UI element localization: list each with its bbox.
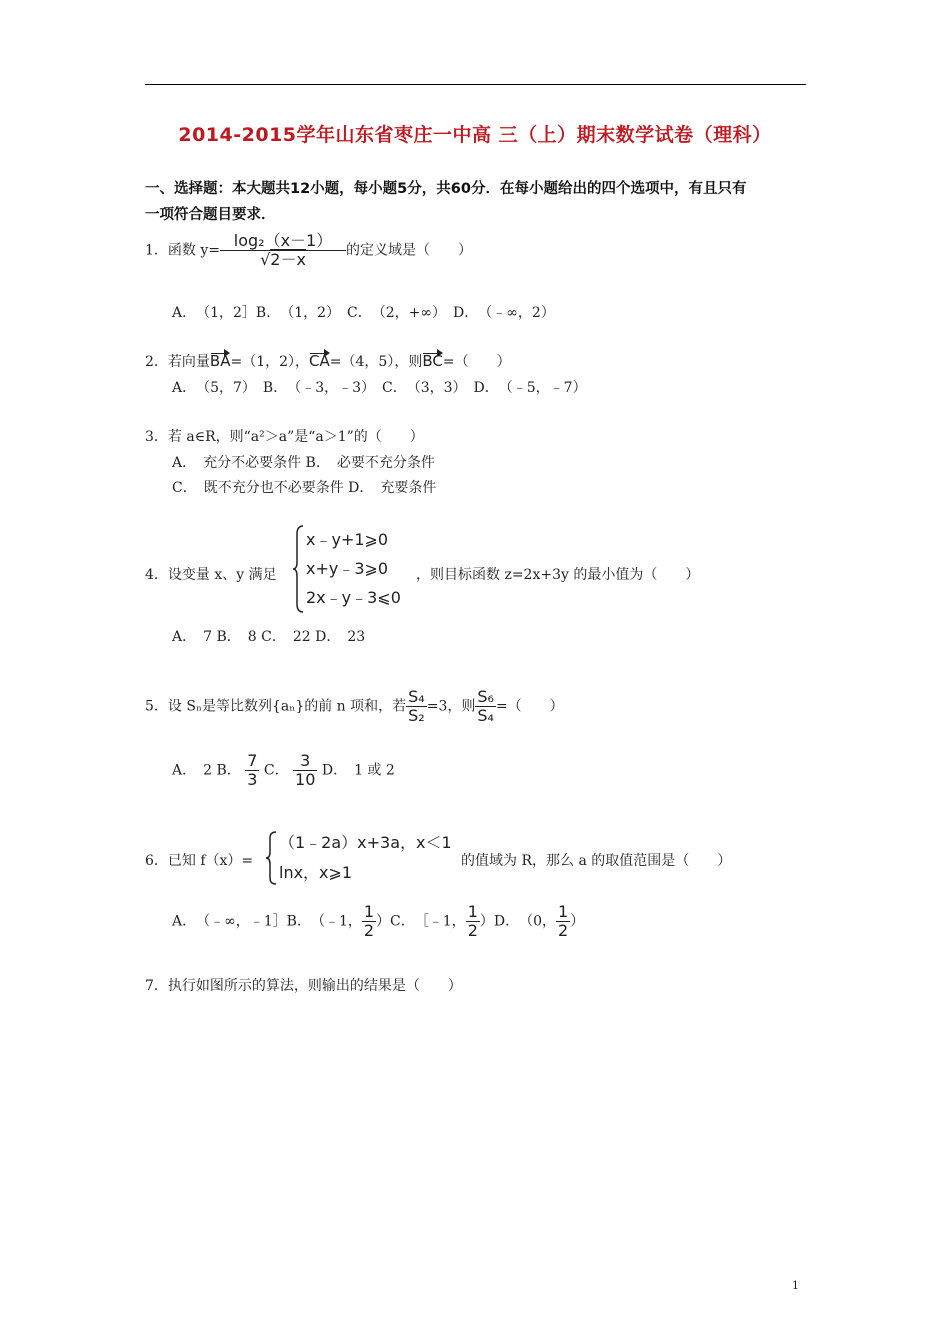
question-1	[145, 232, 472, 269]
q6-half-fraction: $\frac{1}{2}$	[467, 902, 478, 940]
q4-constraint-1: x﹣y+1⩾0	[306, 530, 389, 549]
section-heading-line1: 一、选择题：本大题共12小题，每小题5分，共60分．在每小题给出的四个选项中，有且只有	[145, 181, 747, 197]
q6-options: A． （﹣∞，﹣1］B． （﹣1， $\frac{1}{2}$ ）C． ［﹣1， $\frac{1}{2}$ ）D． （0， $\frac{1}{2}$ ）	[172, 902, 585, 940]
q6-half-fraction: $\frac{1}{2}$	[363, 902, 375, 940]
q1-fraction	[220, 232, 346, 269]
q5-fraction-1: $\frac{\text{S₄}}{\text{S₂}}$	[408, 687, 425, 725]
q3-options-line2: C． 既不充分也不必要条件 D． 充要条件	[172, 480, 437, 496]
question-7: 7．执行如图所示的算法，则输出的结果是（ ）	[145, 978, 462, 994]
q5-prefix: 5．设 Sₙ是等比数列{aₙ}的前 n 项和，若	[145, 698, 407, 715]
question-6-suffix: 的值域为 R，那么 a 的取值范围是（ ）	[461, 853, 732, 869]
question-2	[145, 351, 511, 371]
sqrt-icon: √	[260, 249, 271, 269]
q4-constraint-system	[306, 525, 401, 612]
q5-options: A． 2 B． $\frac{7}{3}$ C． $\frac{3}{10}$ D． 1 或 2	[172, 751, 395, 789]
q6-half-fraction: $\frac{1}{2}$	[558, 902, 569, 940]
q2-mid1: =（1，2），	[230, 354, 310, 370]
q2-prefix: 2．若向量	[145, 354, 210, 370]
q4-constraint-2: x+y﹣3⩾0	[306, 559, 389, 578]
q2-suffix: =（ ）	[442, 354, 511, 370]
page-title: 2014-2015学年山东省枣庄一中高 三（上）期末数学试卷（理科）	[178, 124, 772, 146]
left-brace-icon	[292, 524, 304, 614]
vector-bc: BC	[422, 352, 443, 370]
question-5	[145, 688, 564, 725]
q2-mid2: =（4，5），则	[329, 354, 423, 370]
q5-option-c-fraction: $\frac{3}{10}$	[295, 751, 316, 789]
q2-options: A． （5，7） B． （﹣3，﹣3） C． （3，3） D． （﹣5，﹣7）	[172, 380, 587, 396]
q1-suffix: 的定义域是（ ）	[346, 242, 472, 259]
q5-suffix: =（ ）	[495, 698, 564, 715]
question-4-suffix: ，则目标函数 z=2x+3y 的最小值为（ ）	[416, 567, 700, 583]
question-3: 3．若 a∈R，则“a²＞a”是“a＞1”的（ ）	[145, 429, 424, 445]
header-rule	[145, 84, 806, 85]
q6-piecewise	[279, 828, 452, 888]
left-brace-icon	[265, 830, 277, 886]
page-number: 1	[792, 1279, 799, 1292]
q6-case-1: （1﹣2a）x+3a，x＜1	[279, 833, 452, 852]
q1-prefix: 1．函数 y=	[145, 242, 220, 259]
q1-denominator: √2－x	[220, 250, 346, 269]
q5-option-b-fraction: $\frac{7}{3}$	[247, 751, 258, 789]
q4-constraint-3: 2x﹣y﹣3⩽0	[306, 588, 401, 607]
section-heading-line2: 一项符合题目要求．	[145, 207, 276, 223]
q5-mid: =3，则	[426, 698, 476, 715]
q5-fraction-2: $\frac{\text{S₆}}{\text{S₄}}$	[477, 687, 494, 725]
vector-ca: CA	[309, 352, 330, 370]
question-6-prefix: 6．已知 f（x）=	[145, 853, 254, 869]
question-4-prefix: 4．设变量 x、y 满足	[145, 567, 277, 583]
vector-ba: BA	[209, 352, 231, 370]
q1-numerator: log₂（x－1）	[233, 231, 333, 250]
q4-options: A． 7 B． 8 C． 22 D． 23	[172, 629, 366, 645]
q3-options-line1: A． 充分不必要条件 B． 必要不充分条件	[172, 455, 435, 471]
q6-case-2: lnx，x⩾1	[279, 863, 353, 882]
q1-options: A． （1，2］B． （1，2） C． （2，+∞） D． （﹣∞，2）	[172, 305, 555, 321]
